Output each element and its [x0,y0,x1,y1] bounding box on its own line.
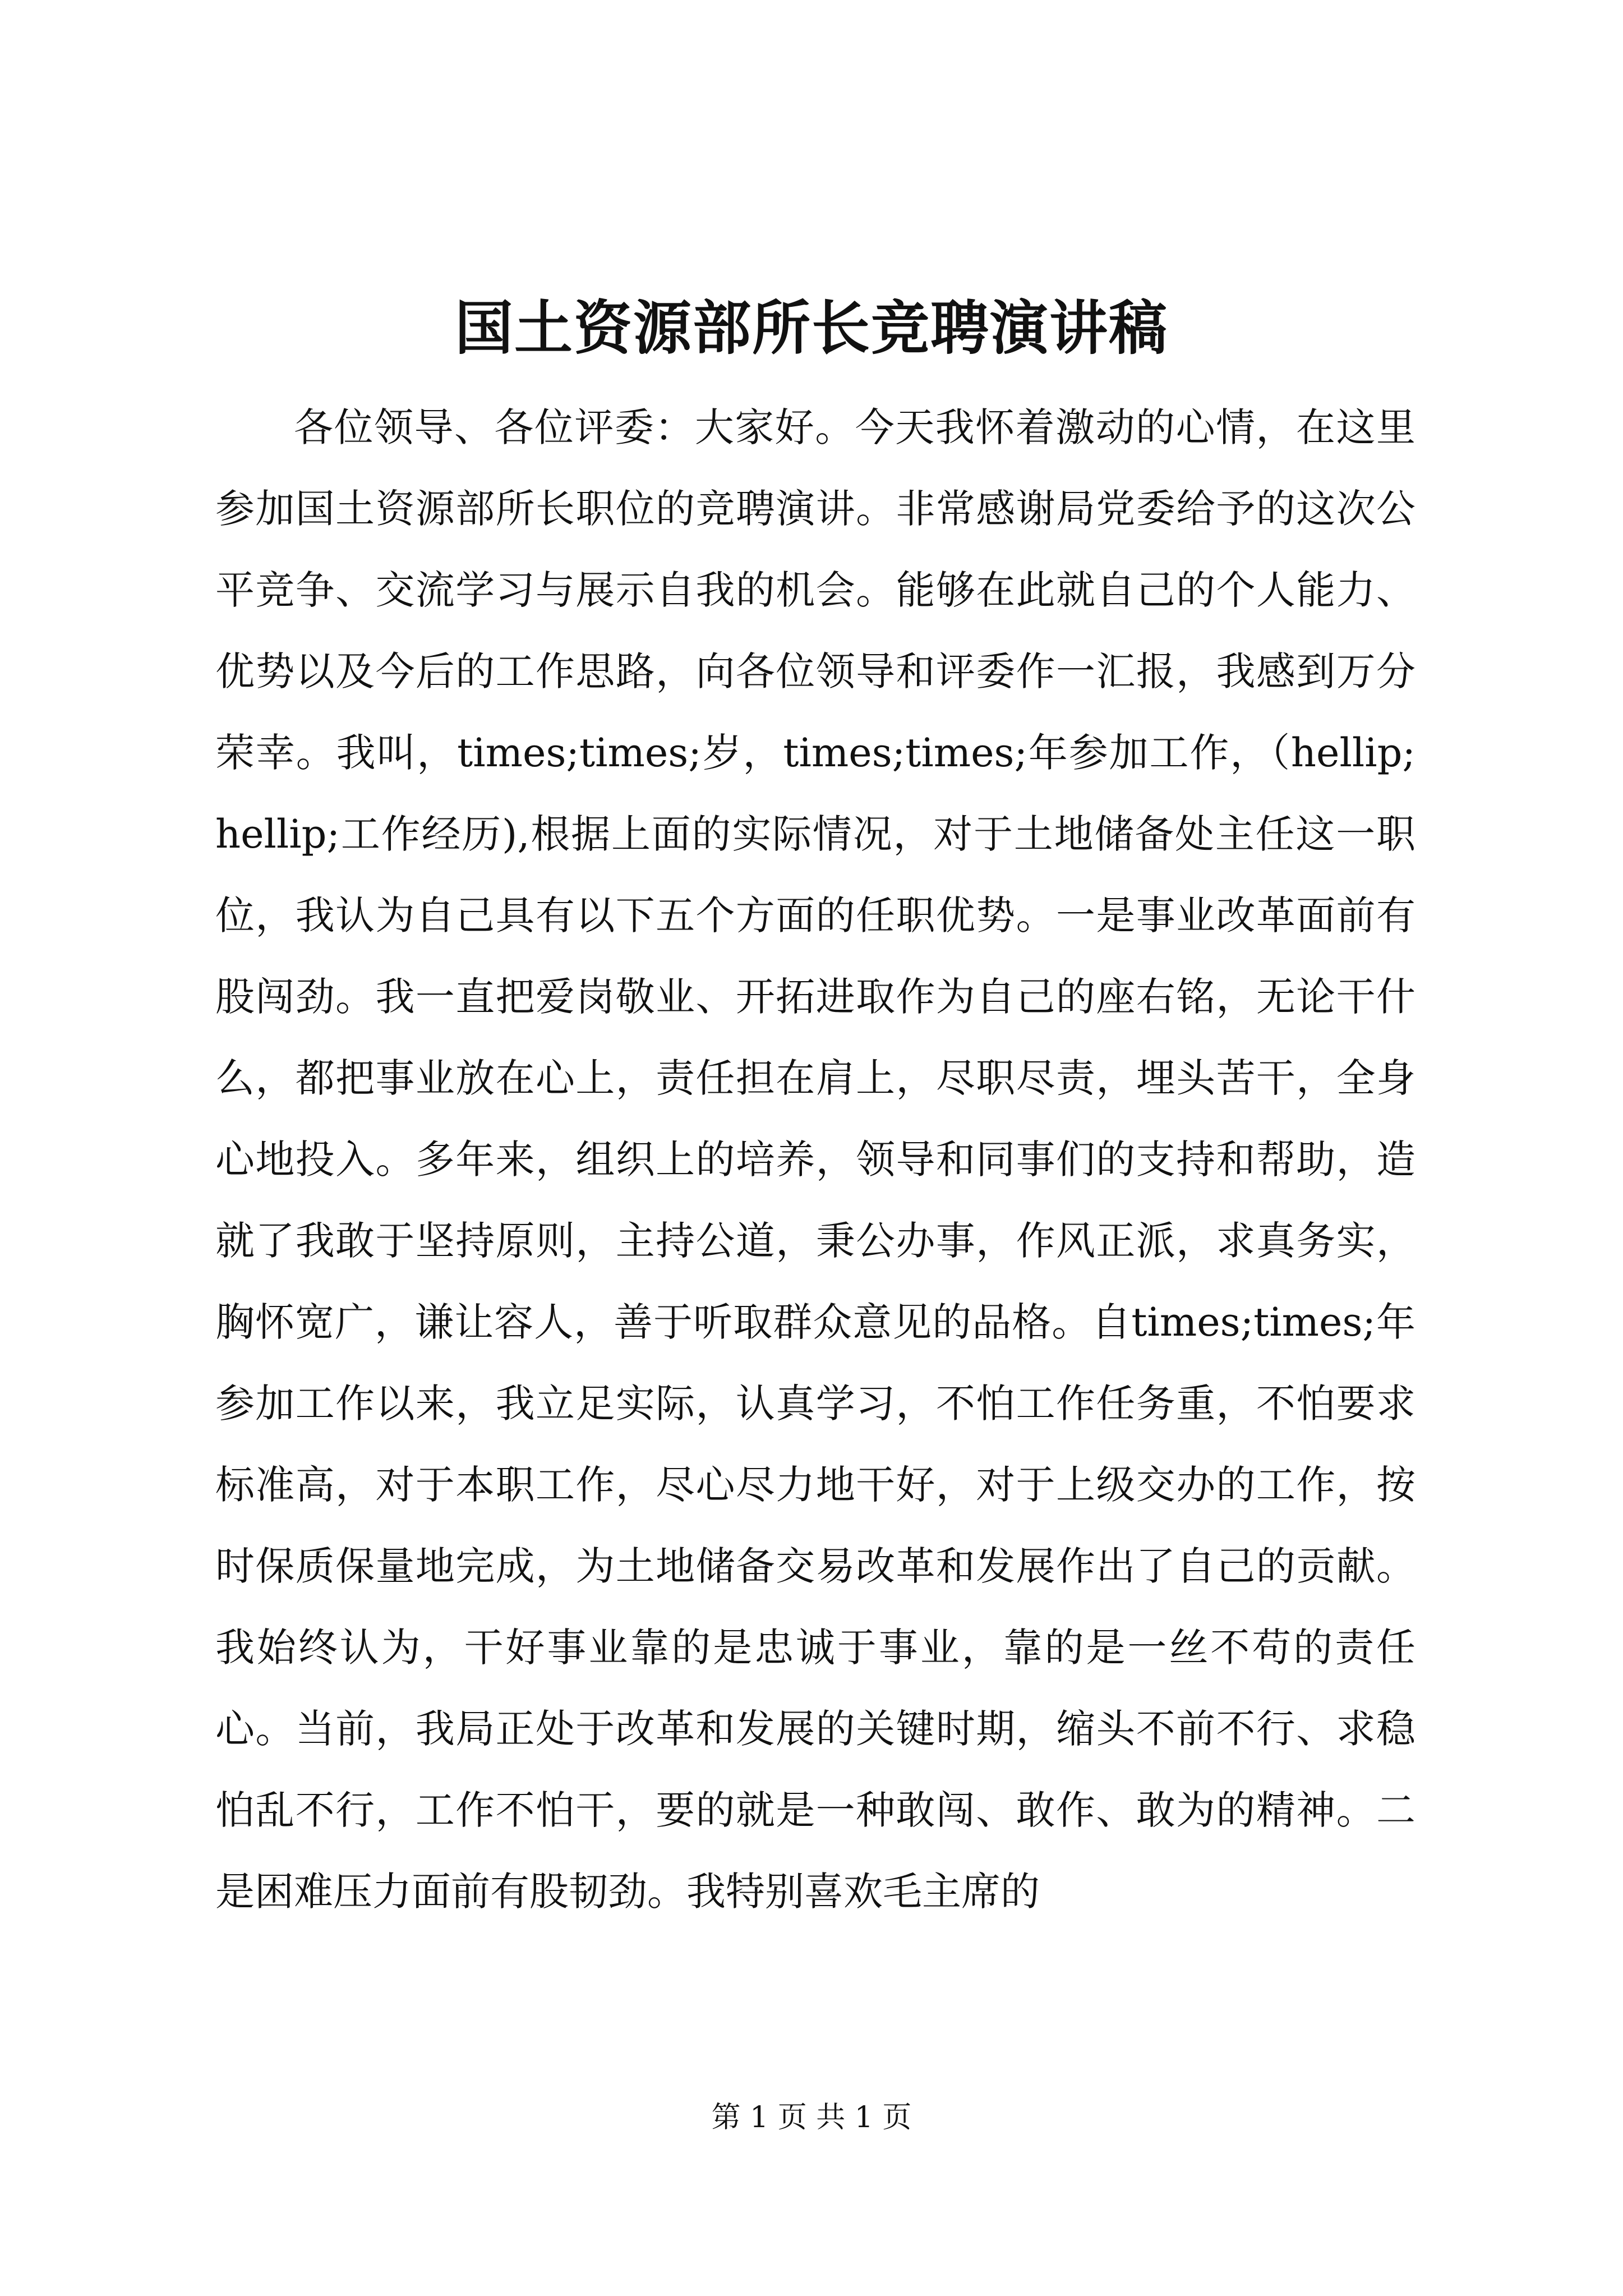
page-footer: 第 1 页 共 1 页 [711,2101,912,2134]
document-title: 国土资源部所长竞聘演讲稿 [454,293,1168,362]
document-body-paragraph: 各位领导、各位评委：大家好。今天我怀着激动的心情，在这里参加国土资源部所长职位的竞聘演讲。非常感谢局党委给予的这次公平竞争、交流学习与展示自我的机会。能够在此就自己的个人能力、优势以及今后的工作思路，向各位领导和评委作一汇报，我感到万分荣幸。我叫，times;times;岁，times;times;年参加工作，（hellip;hellip;工作经历),根据上面的实际情况，对于土地储备处主任这一职位，我认为自己具有以下五个方面的任职优势。一是事业改革面前有股闯劲。我一直把爱岗敬业、开拓进取作为自己的座右铭，无论干什么，都把事业放在心上，责任担在肩上，尽职尽责，埋头苦干，全身心地投入。多年来，组织上的培养，领导和同事们的支持和帮助，造就了我敢于坚持原则，主持公道，秉公办事，作风正派，求真务实，胸怀宽广，谦让容人，善于听取群众意见的品格。自times;times;年参加工作以来，我立足实际，认真学习，不怕工作任务重，不怕要求标准高，对于本职工作，尽心尽力地干好，对于上级交办的工作，按时保质保量地完成，为土地储备交易改革和发展作出了自己的贡献。我始终认为，干好事业靠的是忠诚于事业，靠的是一丝不苟的责任心。当前，我局正处于改革和发展的关键时期，缩头不前不行、求稳怕乱不行，工作不怕干，要的就是一种敢闯、敢作、敢为的精神。二是困难压力面前有股韧劲。我特别喜欢毛主席的 [215,404,1415,1915]
